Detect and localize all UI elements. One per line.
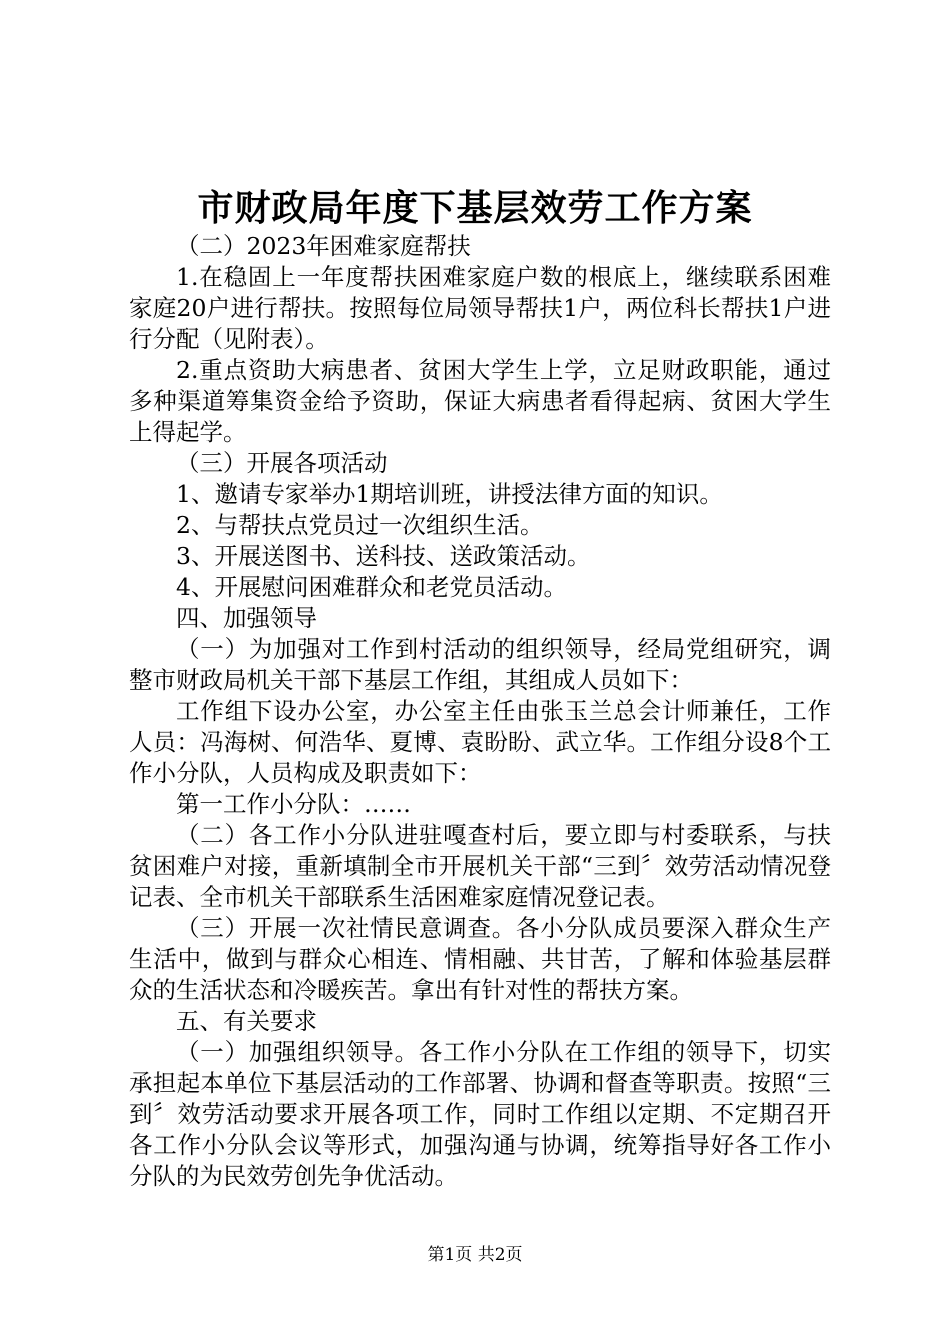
paragraph-office-staff: 工作组下设办公室，办公室主任由张玉兰总会计师兼任，工作人员：冯海树、何浩华、夏博、袁盼盼、武立华。工作组分设8个工作小分队，人员构成及职责如下：	[129, 697, 831, 787]
page-footer: 第1页 共2页	[427, 1245, 523, 1265]
paragraph-aid-item-1: 1.在稳固上一年度帮扶困难家庭户数的根底上，继续联系困难家庭20户进行帮扶。按照每位局领导帮扶1户，两位科长帮扶1户进行分配（见附表）。	[129, 263, 831, 353]
section-heading-poverty-family-aid: （二）2023年困难家庭帮扶	[176, 232, 471, 260]
paragraph-leadership-2: （二）各工作小分队进驻嘎查村后，要立即与村委联系，与扶贫困难户对接，重新填制全市开展机关干部“三到〞效劳活动情况登记表、全市机关干部联系生活困难家庭情况登记表。	[129, 821, 831, 911]
paragraph-first-team: 第一工作小分队：……	[176, 790, 411, 818]
list-item-activity-3: 3、开展送图书、送科技、送政策活动。	[176, 542, 591, 570]
section-heading-leadership: 四、加强领导	[176, 604, 317, 632]
paragraph-aid-item-2: 2.重点资助大病患者、贫困大学生上学，立足财政职能，通过多种渠道筹集资金给予资助，保证大病患者看得起病、贫困大学生上得起学。	[129, 356, 831, 446]
list-item-activity-2: 2、与帮扶点党员过一次组织生活。	[176, 511, 544, 539]
section-heading-requirements: 五、有关要求	[176, 1007, 317, 1035]
list-item-activity-1: 1、邀请专家举办1期培训班，讲授法律方面的知识。	[176, 480, 723, 508]
paragraph-leadership-3: （三）开展一次社情民意调查。各小分队成员要深入群众生产生活中，做到与群众心相连、情相融、共甘苦，了解和体验基层群众的生活状态和冷暖疾苦。拿出有针对性的帮扶方案。	[129, 914, 831, 1004]
list-item-activity-4: 4、开展慰问困难群众和老党员活动。	[176, 573, 567, 601]
document-title: 市财政局年度下基层效劳工作方案	[197, 187, 753, 229]
document-body	[129, 231, 831, 1192]
paragraph-leadership-1: （一）为加强对工作到村活动的组织领导，经局党组研究，调整市财政局机关干部下基层工作组，其组成人员如下：	[129, 635, 831, 694]
section-heading-activities: （三）开展各项活动	[176, 449, 388, 477]
paragraph-requirement-1: （一）加强组织领导。各工作小分队在工作组的领导下，切实承担起本单位下基层活动的工作部署、协调和督查等职责。按照“三到〞效劳活动要求开展各项工作，同时工作组以定期、不定期召开各工作小分队会议等形式，加强沟通与协调，统筹指导好各工作小分队的为民效劳创先争优活动。	[129, 1038, 831, 1190]
